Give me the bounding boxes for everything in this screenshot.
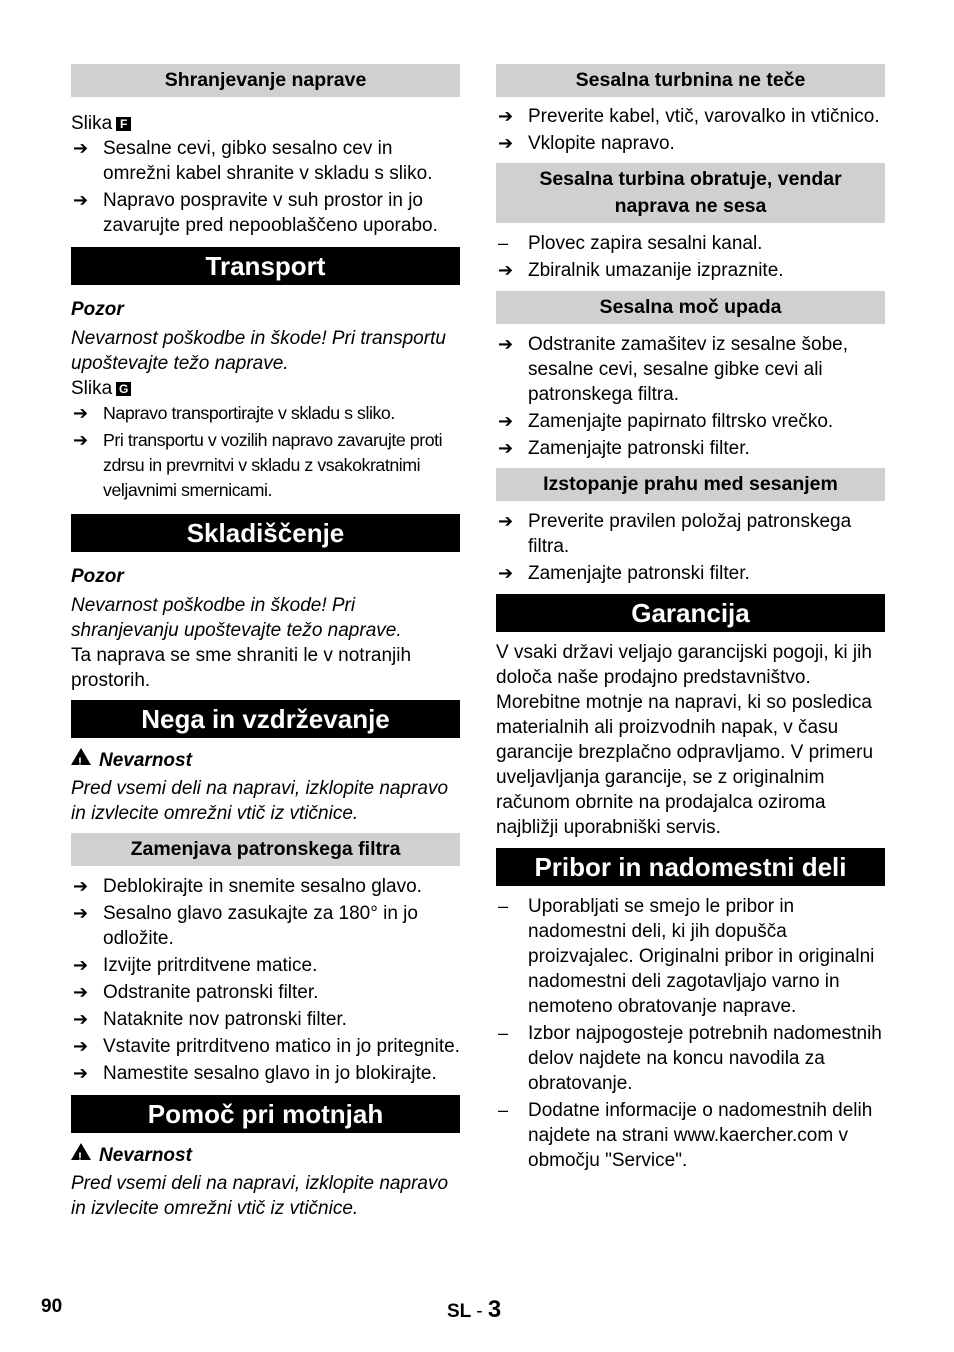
list-item-text: Deblokirajte in snemite sesalno glavo. — [103, 876, 422, 897]
arrow-icon: ➔ — [73, 138, 89, 158]
list-item-text: Zamenjajte papirnato filtrsko vrečko. — [528, 411, 834, 432]
list-item — [496, 409, 885, 434]
list-item-text: Pri transportu v vozilih napravo zavarujte proti zdrsu in prevrnitvi v skladu z vsakokratnimi veljavnimi smernicami. — [103, 430, 443, 500]
list-item — [496, 1021, 885, 1096]
figure-reference — [71, 376, 460, 401]
danger-title — [71, 748, 460, 773]
list-item-text: Vklopite napravo. — [528, 133, 675, 154]
list-item — [496, 561, 885, 586]
list-item-text: Zamenjajte patronski filter. — [528, 438, 750, 459]
section-heading-turbine-no-suction: Sesalna turbina obratuje, vendar naprava ne sesa — [496, 163, 885, 223]
arrow-icon: ➔ — [498, 411, 514, 431]
list-item-text: Zbiralnik umazanije izpraznite. — [528, 260, 784, 281]
dash-icon: – — [498, 1023, 509, 1043]
page-footer-label — [447, 1296, 501, 1324]
list-item — [71, 1034, 460, 1059]
arrow-icon: ➔ — [498, 563, 514, 583]
list-item — [71, 901, 460, 951]
list-turbine-not-running — [496, 104, 885, 156]
danger-text: Pred vsemi deli na napravi, izklopite napravo in izvlecite omrežni vtič iz vtičnice. — [71, 1173, 449, 1219]
section-heading-suction-drop: Sesalna moč upada — [496, 291, 885, 324]
list-item-text: Napravo transportirajte v skladu s sliko. — [103, 403, 395, 423]
arrow-icon: ➔ — [73, 955, 89, 975]
list-item — [496, 436, 885, 461]
left-column — [71, 64, 460, 1221]
arrow-icon: ➔ — [73, 903, 89, 923]
list-dust-escape — [496, 509, 885, 586]
arrow-icon: ➔ — [73, 430, 88, 450]
figure-reference — [71, 111, 460, 136]
list-item-text: Vstavite pritrditveno matico in jo pritegnite. — [103, 1036, 460, 1057]
list-item-text: Namestite sesalno glavo in jo blokirajte. — [103, 1063, 437, 1084]
list-accessories — [496, 894, 885, 1173]
section-heading-accessories: Pribor in nadomestni deli — [496, 848, 885, 886]
arrow-icon: ➔ — [498, 106, 514, 126]
list-item — [71, 874, 460, 899]
section-heading-storage: Skladiščenje — [71, 514, 460, 552]
list-item — [496, 131, 885, 156]
figure-label: Slika — [71, 378, 113, 399]
list-item — [71, 980, 460, 1005]
caution-title: Pozor — [71, 566, 124, 587]
list-item — [71, 401, 460, 426]
section-heading-warranty: Garancija — [496, 594, 885, 632]
list-item — [496, 894, 885, 1019]
list-turbine-no-suction — [496, 231, 885, 283]
page-number: 90 — [41, 1296, 63, 1317]
list-item — [71, 188, 460, 238]
arrow-icon: ➔ — [498, 438, 514, 458]
danger-label: Nevarnost — [99, 750, 192, 771]
danger-label: Nevarnost — [99, 1145, 192, 1166]
list-item-text: Sesalne cevi, gibko sesalno cev in omrežni kabel shranite v skladu s sliko. — [103, 138, 433, 184]
caution-text: Nevarnost poškodbe in škode! Pri transportu upoštevajte težo naprave. — [71, 328, 446, 374]
list-item — [71, 136, 460, 186]
warning-triangle-icon — [71, 748, 91, 765]
list-item — [496, 332, 885, 407]
arrow-icon: ➔ — [498, 133, 514, 153]
list-item-text: Izbor najpogosteje potrebnih nadomestnih delov najdete na koncu navodila za obratovanje. — [528, 1023, 882, 1094]
list-item-text: Preverite kabel, vtič, varovalko in vtičnico. — [528, 106, 880, 127]
list-item — [496, 1098, 885, 1173]
section-heading-transport: Transport — [71, 247, 460, 285]
danger-title — [71, 1143, 460, 1168]
list-item-text: Odstranite zamašitev iz sesalne šobe, sesalne cevi, sesalne gibke cevi ali patronskega filtra. — [528, 334, 848, 405]
list-item — [71, 1007, 460, 1032]
arrow-icon: ➔ — [73, 1063, 89, 1083]
section-heading-troubleshooting: Pomoč pri motnjah — [71, 1095, 460, 1133]
arrow-icon: ➔ — [73, 403, 88, 423]
list-item — [496, 509, 885, 559]
footer-separator: - — [476, 1301, 483, 1322]
list-item-text: Plovec zapira sesalni kanal. — [528, 233, 763, 254]
section-heading-storage-device: Shranjevanje naprave — [71, 64, 460, 97]
list-item-text: Preverite pravilen položaj patronskega filtra. — [528, 511, 852, 557]
list-item-text: Napravo pospravite v suh prostor in jo zavarujte pred nepooblaščeno uporabo. — [103, 190, 438, 236]
list-item — [71, 428, 460, 503]
warranty-text: V vsaki državi veljajo garancijski pogoji, ki jih določa naše prodajno predstavništvo. Morebitne motnje na napravi, ki so posledica materialnih ali proizvodnih napak, v času garancije brezplačno odpravljamo. V primeru uveljavljanja garancije, se z originalnim računom obrnite na prodajalca oziroma najbližji uporabniški servis. — [496, 642, 874, 838]
list-item-text: Dodatne informacije o nadomestnih delih najdete na strani www.kaercher.com v območju "Service". — [528, 1100, 873, 1171]
body-text: Ta naprava se sme shraniti le v notranjih prostorih. — [71, 645, 412, 691]
list-item — [71, 953, 460, 978]
list-item — [496, 104, 885, 129]
list-item-text: Zamenjajte patronski filter. — [528, 563, 750, 584]
list-item-text: Uporabljati se smejo le pribor in nadomestni deli, ki jih dopušča proizvajalec. Originalni pribor in originalni nadomestni deli zagotavljajo varno in nemoteno obratovanje naprave. — [528, 896, 875, 1017]
list-suction-drop — [496, 332, 885, 461]
list-item-text: Odstranite patronski filter. — [103, 982, 319, 1003]
list-transport — [71, 401, 460, 503]
section-heading-dust-escape: Izstopanje prahu med sesanjem — [496, 468, 885, 501]
list-item — [496, 231, 885, 256]
list-item-text: Izvijte pritrditvene matice. — [103, 955, 318, 976]
section-heading-filter-change: Zamenjava patronskega filtra — [71, 833, 460, 866]
list-item-text: Sesalno glavo zasukajte za 180° in jo odložite. — [103, 903, 418, 949]
section-heading-maintenance: Nega in vzdrževanje — [71, 700, 460, 738]
dash-icon: – — [498, 896, 509, 916]
arrow-icon: ➔ — [73, 190, 89, 210]
arrow-icon: ➔ — [73, 1036, 89, 1056]
list-item-text: Nataknite nov patronski filter. — [103, 1009, 347, 1030]
warning-triangle-icon — [71, 1143, 91, 1160]
arrow-icon: ➔ — [498, 511, 514, 531]
list-storage-device — [71, 136, 460, 238]
arrow-icon: ➔ — [73, 982, 89, 1002]
arrow-icon: ➔ — [498, 334, 514, 354]
right-column — [496, 64, 885, 1173]
dash-icon: – — [498, 1100, 509, 1120]
list-item — [71, 1061, 460, 1086]
figure-letter-box: F — [116, 117, 131, 131]
dash-icon: – — [498, 233, 509, 253]
footer-lang: SL — [447, 1301, 471, 1322]
arrow-icon: ➔ — [498, 260, 514, 280]
caution-text: Nevarnost poškodbe in škode! Pri shranjevanju upoštevajte težo naprave. — [71, 595, 402, 641]
list-filter-change — [71, 874, 460, 1086]
figure-letter-box: G — [116, 382, 131, 396]
section-heading-turbine-not-running: Sesalna turbnina ne teče — [496, 64, 885, 97]
danger-text: Pred vsemi deli na napravi, izklopite napravo in izvlecite omrežni vtič iz vtičnice. — [71, 778, 449, 824]
list-item — [496, 258, 885, 283]
caution-title: Pozor — [71, 299, 124, 320]
figure-label: Slika — [71, 113, 113, 134]
footer-subpage: 3 — [487, 1296, 502, 1323]
arrow-icon: ➔ — [73, 1009, 89, 1029]
arrow-icon: ➔ — [73, 876, 89, 896]
